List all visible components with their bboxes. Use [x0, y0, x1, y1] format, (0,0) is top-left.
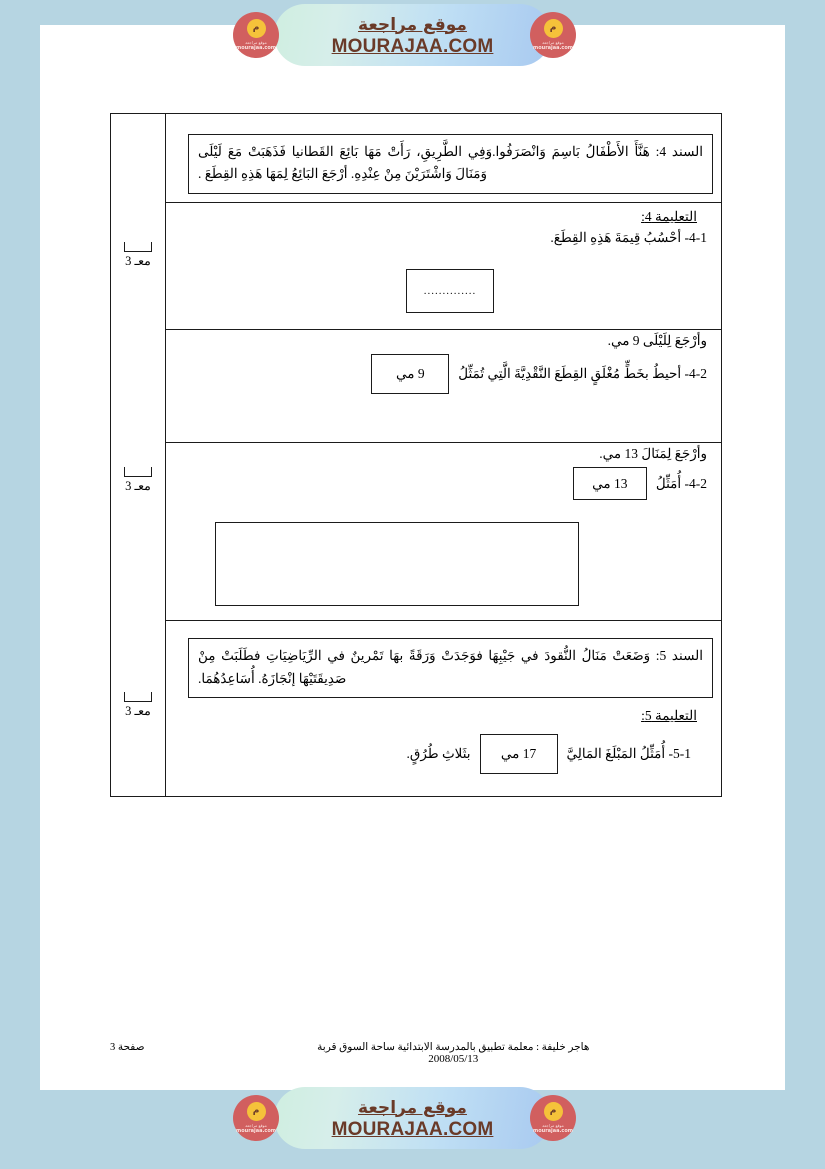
mark-item-2 — [111, 467, 165, 494]
logo-caption-arabic: موقع مراجعة — [245, 1122, 267, 1128]
brand-logo-right — [530, 1095, 576, 1141]
table-row — [111, 621, 722, 797]
logo-caption-url: mourajaa.com — [532, 44, 573, 51]
table-row — [111, 202, 722, 329]
sanad-4-text: السند 4: هَنَّأَ الأَطْفَالُ بَاسِمَ وَانْصَرَفُوا.وَفِي الطَّرِيقِ، رَأَتْ مَهَا بَائِعَ القَطانيا فَذَهَبَتْ مَعَ لَيْلَى وَمَنَالَ وَاشْتَرَيْنَ مِنْ عِنْدِهِ. أرْجَعَ البَائِعُ لِمَهَا هَذِهِ القِطَعَ . — [197, 144, 703, 182]
mark-item-3 — [111, 692, 165, 719]
answer-input-4-1[interactable]: .............. — [406, 269, 494, 313]
page-footer — [110, 1041, 722, 1065]
footer-author: هاجر خليفة : معلمة تطبيق بالمدرسة الابتدائية ساحة السوق قربة — [317, 1042, 590, 1053]
exercise-content-column — [165, 114, 721, 203]
value-chip-9: 9 مي — [371, 354, 449, 394]
book-icon: م — [247, 19, 266, 38]
logo-caption-url: mourajaa.com — [235, 44, 276, 51]
mark-label: معـ 3 — [125, 479, 151, 493]
book-icon: م — [247, 1102, 266, 1121]
instruction-4-heading: التعليمة 4: — [641, 208, 697, 224]
logo-caption-arabic: موقع مراجعة — [245, 39, 267, 45]
logo-caption — [236, 1123, 276, 1134]
value-chip-13: 13 مي — [573, 467, 647, 500]
mark-item-1 — [111, 242, 165, 269]
logo-caption-url: mourajaa.com — [235, 1127, 276, 1134]
work-area-4-3[interactable] — [215, 522, 579, 606]
bottom-space — [166, 774, 721, 796]
logo-caption-arabic: موقع مراجعة — [542, 39, 564, 45]
mark-label: معـ 3 — [125, 254, 151, 268]
brand-logo-left — [233, 12, 279, 58]
brand-logo-left — [233, 1095, 279, 1141]
table-row — [111, 329, 722, 442]
value-chip-17: 17 مي — [480, 734, 558, 774]
bracket-icon — [124, 467, 152, 477]
table-row — [111, 443, 722, 621]
statement-4-3: وأرْجَعَ لِمَنَالَ 13 مي. — [599, 446, 707, 462]
question-4-2-text: 4-2- أحيطُ بخَطٍّ مُغْلَقٍ القِطَعَ النَّقْدِيَّةَ الَّتِي تُمَثِّلُ — [458, 365, 707, 381]
question-4-3-line — [166, 467, 707, 500]
question-4-3-text: 4-2- أُمَثِّلُ — [655, 475, 707, 491]
statement-4-2: وأرْجَعَ لِلَيْلَى 9 مي. — [607, 332, 707, 348]
question-5-1-text-before: 5-1- أُمَثِّلُ المَبْلَغَ المَالِيَّ — [566, 745, 691, 761]
banner-arabic-title: موقع مراجعة — [358, 1097, 467, 1118]
top-branding-banner — [0, 0, 825, 70]
banner-text-block — [274, 7, 551, 65]
question-4-2-cell — [165, 329, 721, 442]
sanad-5-cell — [165, 621, 721, 797]
footer-page-number: صفحة 3 — [110, 1042, 145, 1053]
book-icon: م — [544, 1102, 563, 1121]
instruction-5-heading: التعليمة 5: — [641, 707, 697, 723]
work-space[interactable] — [166, 394, 721, 442]
brand-logo-right — [530, 12, 576, 58]
bottom-branding-banner — [0, 1083, 825, 1153]
footer-date: 2008/05/13 — [428, 1053, 479, 1065]
bracket-icon — [124, 242, 152, 252]
logo-caption-url: mourajaa.com — [532, 1127, 573, 1134]
sanad-4-box — [188, 134, 713, 194]
book-icon: م — [544, 19, 563, 38]
logo-caption — [533, 40, 573, 51]
mark-label: معـ 3 — [125, 704, 151, 718]
document-page — [40, 25, 785, 1090]
sanad-5-text: السند 5: وَضَعَتْ مَنَالُ النُّقودَ في جَيْبِهَا فوَجَدَتْ وَرَقَةً بهَا تَمْرينٌ في الرِّيَاضِيَاتِ فطَلَبَتْ مِنْ صَدِيقَتَيْهَا إنْجَازَهُ. أُسَاعِدُهُمَا. — [197, 648, 703, 686]
banner-url[interactable]: MOURAJAA.COM — [331, 35, 494, 57]
bracket-icon — [124, 692, 152, 702]
question-5-1-line — [166, 734, 691, 774]
question-4-1: 4-1- أحْسُبُ قِيمَةَ هَذِهِ القِطَعَ. — [550, 229, 707, 245]
question-4-2-line — [166, 354, 707, 394]
logo-caption — [236, 40, 276, 51]
banner-arabic-title: موقع مراجعة — [358, 14, 467, 35]
logo-caption — [533, 1123, 573, 1134]
banner-url[interactable]: MOURAJAA.COM — [331, 1118, 494, 1140]
instruction-4-cell — [165, 202, 721, 329]
logo-caption-arabic: موقع مراجعة — [542, 1122, 564, 1128]
marks-column — [111, 114, 166, 797]
question-5-1-text-after: بثَلاثِ طُرُقٍ. — [406, 745, 471, 761]
banner-text-block — [274, 1090, 551, 1148]
exercise-table — [110, 113, 722, 797]
sanad-5-box — [188, 638, 713, 698]
table-row — [111, 114, 722, 203]
question-4-3-cell — [165, 443, 721, 621]
